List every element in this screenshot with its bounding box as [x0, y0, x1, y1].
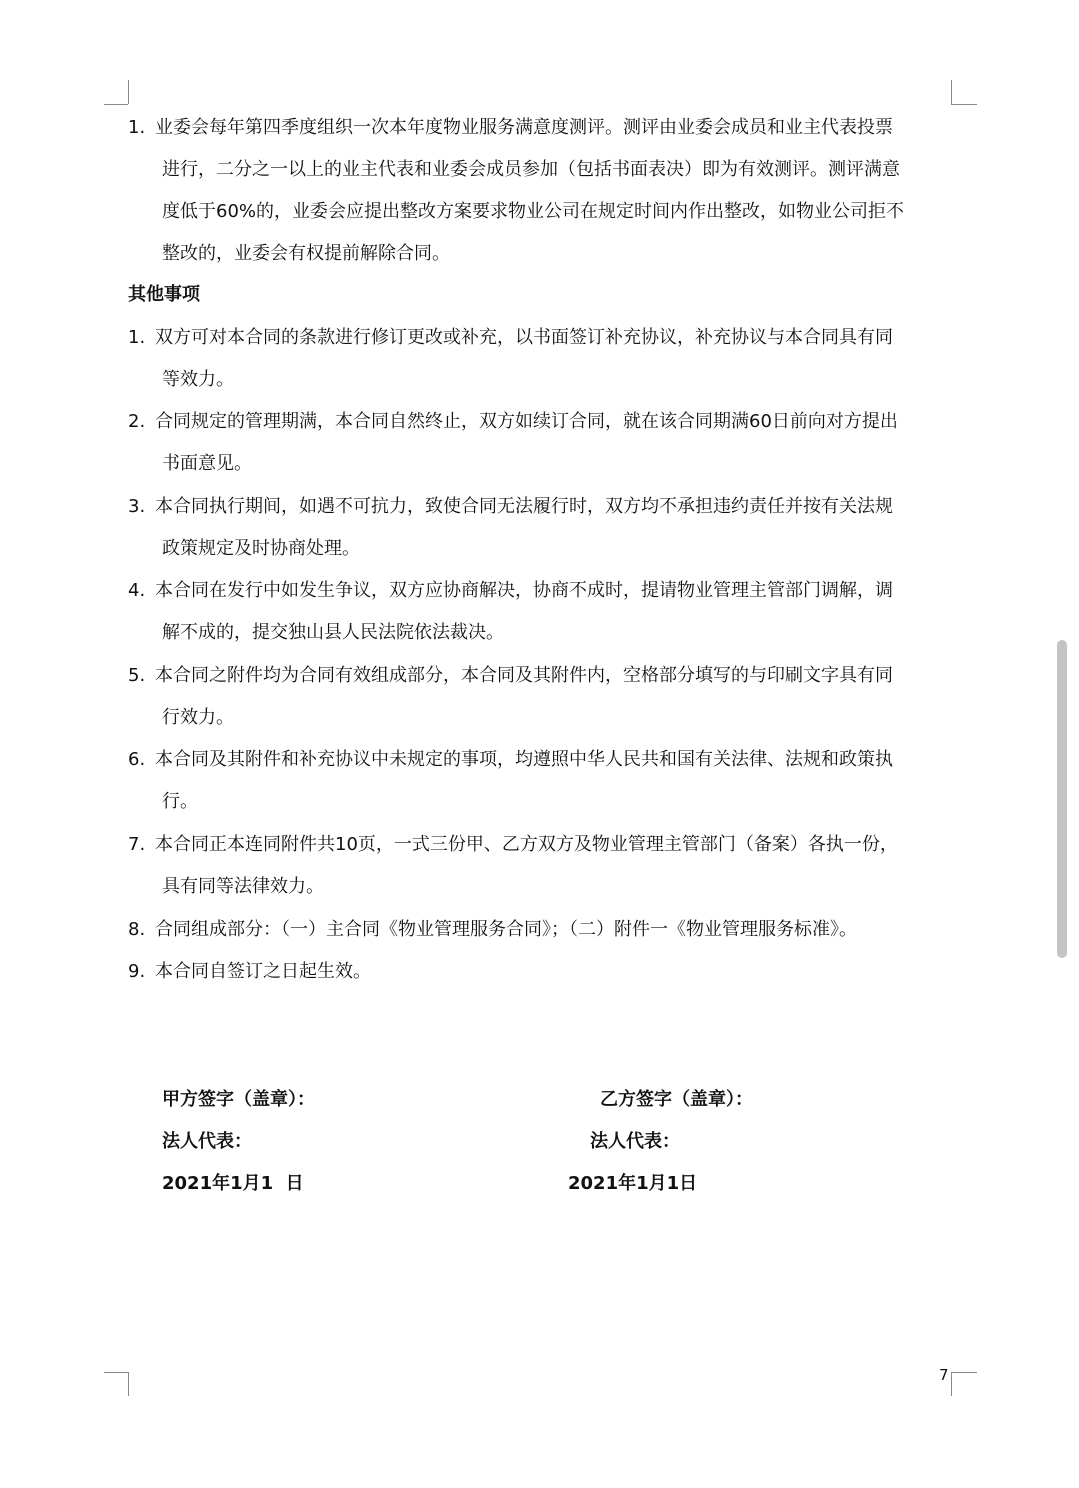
- clause-line: 业委会每年第四季度组织一次本年度物业服务满意度测评。测评由业委会成员和业主代表投票: [155, 117, 893, 138]
- party-b-signature-label: 乙方签字（盖章）：: [600, 1089, 753, 1110]
- item-line: 本合同及其附件和补充协议中未规定的事项，均遵照中华人民共和国有关法律、法规和政策执: [155, 749, 893, 770]
- clause-line: 度低于60%的，业委会应提出整改方案要求物业公司在规定时间内作出整改，如物业公司拒不: [162, 201, 905, 222]
- list-item: [128, 486, 958, 570]
- crop-mark: [951, 80, 952, 104]
- item-line: 等效力。: [162, 369, 234, 390]
- item-number: 6.: [128, 749, 146, 770]
- crop-mark: [951, 1372, 952, 1396]
- clause-evaluation: [128, 107, 958, 275]
- list-item: [128, 570, 958, 654]
- clause-number: 1.: [128, 117, 146, 138]
- page-number: 7: [939, 1366, 949, 1384]
- list-item: [128, 401, 958, 485]
- item-number: 7.: [128, 834, 146, 855]
- section-title: 其他事项: [128, 284, 200, 305]
- item-number: 5.: [128, 665, 146, 686]
- list-item: [128, 909, 958, 951]
- item-number: 9.: [128, 961, 146, 982]
- item-line: 本合同在发行中如发生争议，双方应协商解决，协商不成时，提请物业管理主管部门调解，调: [155, 580, 893, 601]
- clause-line: 进行，二分之一以上的业主代表和业委会成员参加（包括书面表决）即为有效测评。测评满意: [162, 159, 900, 180]
- party-a-representative-label: 法人代表：: [162, 1131, 252, 1152]
- item-number: 3.: [128, 496, 146, 517]
- item-line: 书面意见。: [162, 453, 252, 474]
- party-a-signature-label: 甲方签字（盖章）：: [162, 1089, 315, 1110]
- item-line: 本合同执行期间，如遇不可抗力，致使合同无法履行时，双方均不承担违约责任并按有关法规: [155, 496, 893, 517]
- crop-mark: [104, 1372, 128, 1373]
- list-item: [128, 655, 958, 739]
- item-number: 2.: [128, 411, 146, 432]
- item-line: 合同组成部分：（一）主合同《物业管理服务合同》；（二）附件一《物业管理服务标准》。: [155, 919, 857, 940]
- item-line: 行。: [162, 791, 198, 812]
- crop-mark: [104, 104, 128, 105]
- list-item: [128, 739, 958, 823]
- crop-mark: [128, 80, 129, 104]
- item-line: 政策规定及时协商处理。: [162, 538, 360, 559]
- party-b-date: 2021年1月1日: [568, 1173, 698, 1194]
- item-line: 本合同之附件均为合同有效组成部分，本合同及其附件内，空格部分填写的与印刷文字具有同: [155, 665, 893, 686]
- item-line: 合同规定的管理期满，本合同自然终止，双方如续订合同，就在该合同期满60日前向对方提出: [155, 411, 898, 432]
- item-line: 本合同自签订之日起生效。: [155, 961, 371, 982]
- item-line: 解不成的，提交独山县人民法院依法裁决。: [162, 622, 504, 643]
- item-line: 行效力。: [162, 707, 234, 728]
- clause-line: 整改的，业委会有权提前解除合同。: [162, 243, 450, 264]
- item-line: 双方可对本合同的条款进行修订更改或补充，以书面签订补充协议，补充协议与本合同具有同: [155, 327, 893, 348]
- crop-mark: [951, 104, 977, 105]
- vertical-scrollbar[interactable]: [1057, 640, 1067, 958]
- party-b-representative-label: 法人代表：: [590, 1131, 680, 1152]
- list-item: [128, 317, 958, 401]
- list-item: [128, 951, 958, 993]
- party-a-date: 2021年1月1 日: [162, 1173, 304, 1194]
- item-number: 4.: [128, 580, 146, 601]
- item-number: 1.: [128, 327, 146, 348]
- item-line: 本合同正本连同附件共10页，一式三份甲、乙方双方及物业管理主管部门（备案）各执一份，: [155, 834, 898, 855]
- crop-mark: [951, 1372, 977, 1373]
- item-line: 具有同等法律效力。: [162, 876, 324, 897]
- item-number: 8.: [128, 919, 146, 940]
- crop-mark: [128, 1372, 129, 1396]
- list-item: [128, 824, 958, 908]
